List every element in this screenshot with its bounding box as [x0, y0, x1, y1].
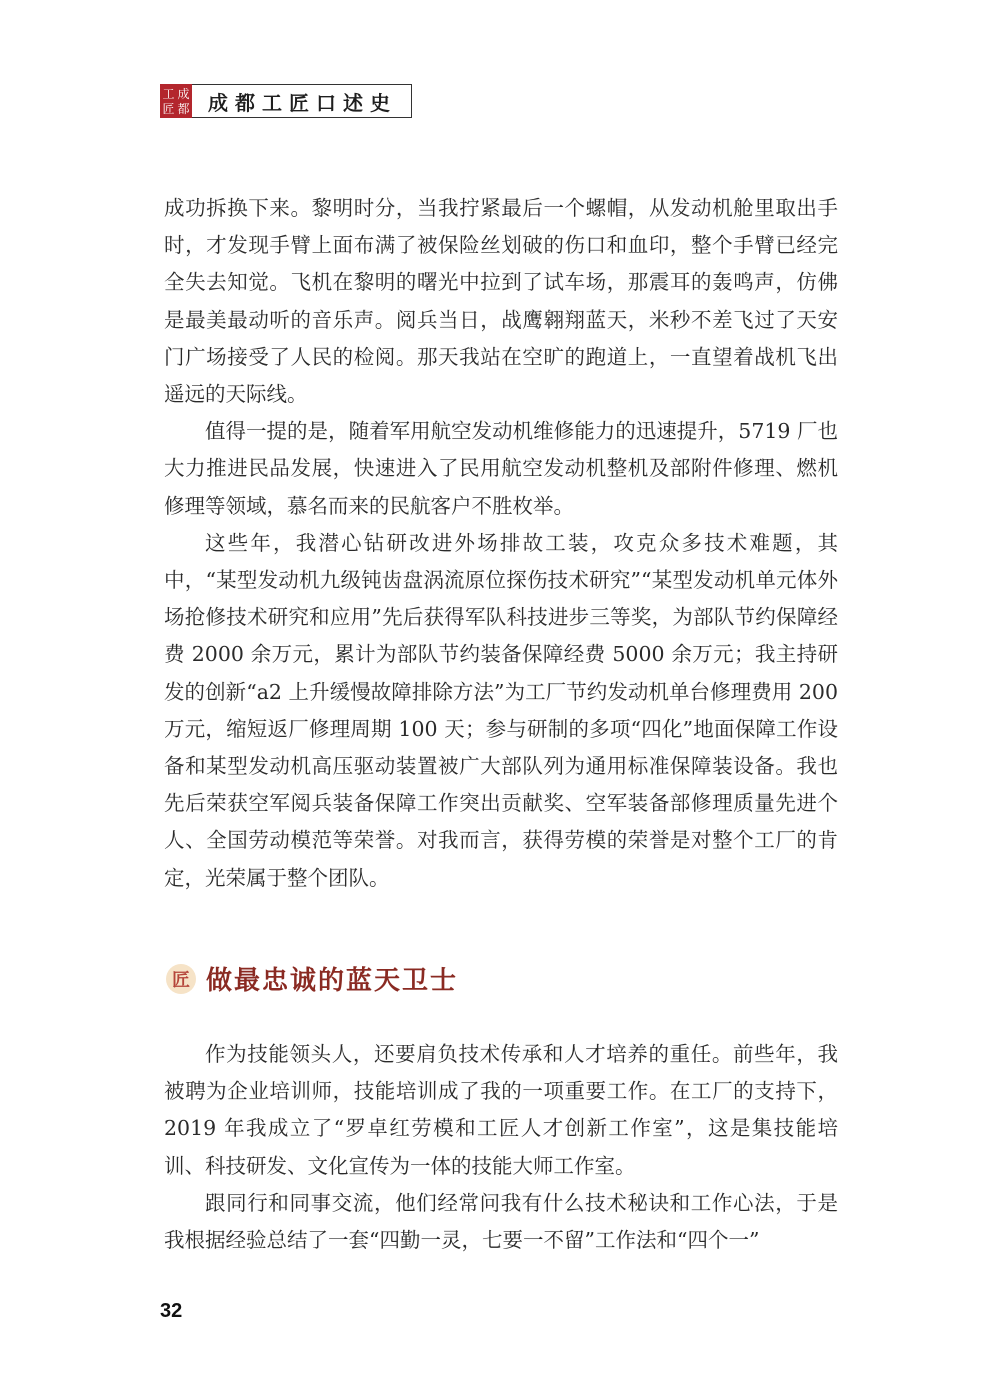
paragraph: 值得一提的是，随着军用航空发动机维修能力的迅速提升，5719 厂也大力推进民品发展，快速进入了民用航空发动机整机及部附件修理、燃机修理等领域，慕名而来的民航客户不胜枚举。	[164, 419, 838, 518]
craftsman-badge-icon: 匠	[166, 964, 196, 994]
seal-char: 工	[162, 86, 175, 101]
section-title: 做最忠诚的蓝天卫士	[206, 966, 459, 996]
book-seal-logo	[160, 84, 192, 118]
section-heading	[166, 960, 458, 997]
body-text-bottom	[164, 1036, 838, 1259]
paragraph: 跟同行和同事交流，他们经常问我有什么技术秘诀和工作心法，于是我根据经验总结了一套“四勤一灵，七要一不留”工作法和“四个一”	[164, 1190, 838, 1253]
running-header	[160, 84, 412, 118]
paragraph: 成功拆换下来。黎明时分，当我拧紧最后一个螺帽，从发动机舱里取出手时，才发现手臂上面布满了被保险丝划破的伤口和血印，整个手臂已经完全失去知觉。飞机在黎明的曙光中拉到了试车场，那震耳的轰鸣声，仿佛是最美最动听的音乐声。阅兵当日，战鹰翱翔蓝天，米秒不差飞过了天安门广场接受了人民的检阅。那天我站在空旷的跑道上，一直望着战机飞出遥远的天际线。	[164, 196, 838, 407]
seal-char: 成	[177, 86, 190, 101]
seal-char: 都	[177, 101, 190, 116]
paragraph: 作为技能领头人，还要肩负技术传承和人才培养的重任。前些年，我被聘为企业培训师，技能培训成了我的一项重要工作。在工厂的支持下，2019 年我成立了“罗卓红劳模和工匠人才创新工作室”，这是集技能培训、科技研发、文化宣传为一体的技能大师工作室。	[164, 1042, 838, 1178]
body-text-top	[164, 190, 838, 897]
book-title: 成都工匠口述史	[192, 84, 412, 118]
paragraph: 这些年，我潜心钻研改进外场排故工装，攻克众多技术难题，其中，“某型发动机九级钝齿盘涡流原位探伤技术研究”“某型发动机单元体外场抢修技术研究和应用”先后获得军队科技进步三等奖，为部队节约保障经费 2000 余万元，累计为部队节约装备保障经费 5000 余万元；我主持研发的创新“a2 上升缓慢故障排除方法”为工厂节约发动机单台修理费用 200 万元，缩短返厂修理周期 100 天；参与研制的多项“四化”地面保障工作设备和某型发动机高压驱动装置被广大部队列为通用标准保障装设备。我也先后荣获空军阅兵装备保障工作突出贡献奖、空军装备部修理质量先进个人、全国劳动模范等荣誉。对我而言，获得劳模的荣誉是对整个工厂的肯定，光荣属于整个团队。	[164, 530, 838, 890]
page-number: 32	[160, 1300, 183, 1322]
seal-char: 匠	[162, 101, 175, 116]
